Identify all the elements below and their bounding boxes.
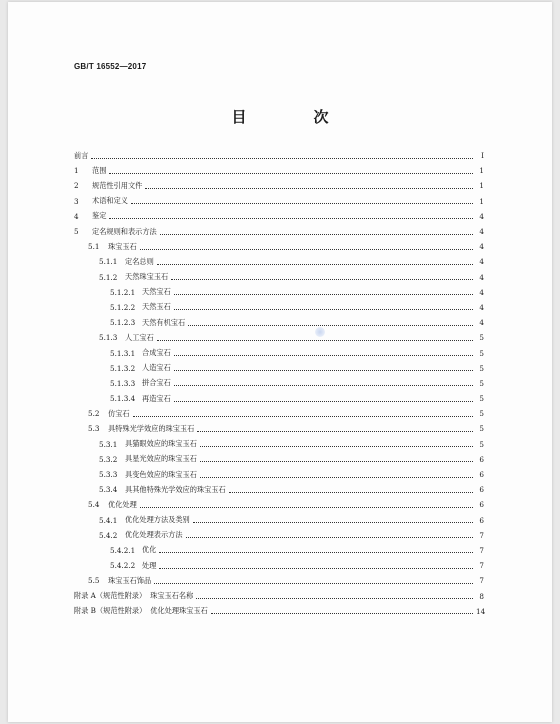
toc-entry-label: 拼合宝石 [142, 378, 171, 388]
toc-entry-page: 7 [479, 561, 484, 571]
toc-entry-page: 6 [479, 500, 484, 510]
toc-entry[interactable] [74, 330, 484, 345]
toc-entry-label: 珠宝玉石 [108, 241, 137, 251]
toc-entry-label: 优化处理 [108, 499, 137, 509]
toc-entry-number: 5.1.1 [99, 257, 118, 267]
toc-entry[interactable] [74, 588, 484, 603]
toc-entry-page: 4 [479, 302, 484, 312]
toc-entry-label: 天然玉石 [142, 302, 171, 312]
toc-entry-page: 4 [479, 211, 484, 221]
toc-leader-dots [174, 369, 473, 371]
toc-leader-dots [157, 263, 473, 265]
toc-entry-label: 优化处理表示方法 [125, 530, 183, 540]
toc-entry-label: 具猫眼效应的珠宝玉石 [125, 439, 197, 449]
toc-entry-label: 具变色效应的珠宝玉石 [125, 469, 197, 479]
toc-entry[interactable] [74, 209, 484, 224]
toc-entry[interactable] [74, 452, 484, 467]
toc-entry[interactable] [74, 391, 484, 406]
toc-leader-dots [160, 233, 473, 235]
toc-entry-page: 4 [479, 227, 484, 237]
toc-entry-number: 5.1.2.1 [110, 287, 136, 297]
toc-leader-dots [193, 521, 473, 523]
toc-leader-dots [133, 415, 473, 417]
toc-entry-number: 5.3.4 [99, 485, 118, 495]
toc-leader-dots [200, 460, 473, 462]
toc-entry-page: 6 [479, 454, 484, 464]
toc-leader-dots [140, 248, 473, 250]
toc-entry-page: 5 [479, 348, 484, 358]
toc-entry[interactable] [74, 421, 484, 436]
toc-entry[interactable] [74, 224, 484, 239]
toc-entry[interactable] [74, 194, 484, 209]
toc-leader-dots [171, 278, 473, 280]
toc-leader-dots [157, 339, 473, 341]
toc-leader-dots [174, 384, 473, 386]
toc-entry-label: 优化处理方法及类别 [125, 515, 190, 525]
toc-entry[interactable] [74, 300, 484, 315]
toc-entry-page: 7 [479, 576, 484, 586]
toc-entry-label: 术语和定义 [92, 196, 128, 206]
toc-leader-dots [197, 430, 473, 432]
toc-entry[interactable] [74, 604, 484, 619]
toc-leader-dots [196, 597, 473, 599]
toc-leader-dots [159, 551, 473, 553]
toc-entry-number: 5.3.2 [99, 454, 118, 464]
toc-entry-page: 4 [479, 272, 484, 282]
toc-entry-number: 5.4 [88, 500, 100, 510]
toc-entry-label: 范围 [92, 165, 107, 175]
toc-entry-page: 6 [479, 485, 484, 495]
toc-entry-number: 附录 A（规范性附录） [74, 591, 147, 601]
toc-entry[interactable] [74, 239, 484, 254]
standard-code: GB/T 16552—2017 [74, 62, 147, 71]
toc-entry[interactable] [74, 497, 484, 512]
toc-entry[interactable] [74, 361, 484, 376]
toc-entry-label: 天然珠宝玉石 [125, 272, 169, 282]
toc-leader-dots [174, 293, 473, 295]
toc-entry-label: 具其他特殊光学效应的珠宝玉石 [125, 484, 226, 494]
toc-entry[interactable] [74, 482, 484, 497]
toc-leader-dots [109, 217, 473, 219]
toc-entry-page: 1 [479, 166, 484, 176]
toc-leader-dots [91, 157, 473, 159]
toc-entry-label: 前言 [74, 150, 89, 160]
toc-entry-number: 附录 B（规范性附录） [74, 606, 147, 616]
toc-entry[interactable] [74, 513, 484, 528]
toc-entry[interactable] [74, 406, 484, 421]
toc-entry-number: 5.3.1 [99, 439, 118, 449]
toc-entry[interactable] [74, 148, 484, 163]
toc-leader-dots [200, 476, 473, 478]
toc-leader-dots [131, 202, 473, 204]
toc-entry[interactable] [74, 345, 484, 360]
toc-entry[interactable] [74, 543, 484, 558]
toc-entry-label: 仿宝石 [108, 408, 130, 418]
toc-entry-page: 5 [479, 394, 484, 404]
toc-entry-number: 5.4.1 [99, 515, 118, 525]
toc-leader-dots [174, 308, 473, 310]
toc-entry[interactable] [74, 315, 484, 330]
document-page [8, 2, 552, 722]
toc-leader-dots [140, 506, 473, 508]
toc-entry-page: 5 [479, 409, 484, 419]
toc-entry-number: 5.2 [88, 409, 100, 419]
toc-entry-number: 5.1.2.2 [110, 302, 136, 312]
toc-leader-dots [174, 400, 473, 402]
toc-leader-dots [211, 612, 473, 614]
toc-leader-dots [200, 445, 473, 447]
toc-entry-page: 4 [479, 318, 484, 328]
toc-entry-number: 5.1.2 [99, 272, 118, 282]
toc-entry-label: 天然有机宝石 [142, 317, 186, 327]
toc-entry-page: 5 [479, 424, 484, 434]
toc-entry-page: 5 [479, 333, 484, 343]
toc-entry-number: 5.1.3 [99, 333, 118, 343]
toc-entry-label: 优化 [142, 545, 157, 555]
toc-entry-number: 5.1 [88, 242, 100, 252]
toc-leader-dots [186, 536, 473, 538]
table-of-contents [74, 148, 484, 619]
toc-entry-page: 7 [479, 545, 484, 555]
toc-leader-dots [159, 567, 473, 569]
toc-entry-number: 5.1.3.4 [110, 394, 136, 404]
toc-entry-page: 14 [476, 606, 486, 616]
toc-entry-label: 处理 [142, 560, 157, 570]
toc-entry-number: 5.1.3.1 [110, 348, 136, 358]
toc-entry-label: 合成宝石 [142, 348, 171, 358]
toc-entry-page: 7 [479, 530, 484, 540]
toc-entry-label: 人造宝石 [142, 363, 171, 373]
toc-entry[interactable] [74, 376, 484, 391]
toc-leader-dots [109, 172, 473, 174]
toc-entry-label: 鉴定 [92, 211, 107, 221]
toc-entry[interactable] [74, 270, 484, 285]
toc-entry-number: 5.3 [88, 424, 100, 434]
toc-entry-label: 天然宝石 [142, 287, 171, 297]
toc-entry-label: 定名规则和表示方法 [92, 226, 157, 236]
toc-entry-label: 具特殊光学效应的珠宝玉石 [108, 423, 195, 433]
toc-entry-page: 1 [479, 181, 484, 191]
toc-entry-number: 5.4.2 [99, 530, 118, 540]
toc-leader-dots [188, 324, 473, 326]
toc-entry[interactable] [74, 437, 484, 452]
toc-entry-label: 人工宝石 [125, 332, 154, 342]
toc-entry-number: 5.4.2.2 [110, 561, 136, 571]
toc-entry-page: 6 [479, 515, 484, 525]
toc-entry-label: 珠宝玉石名称 [150, 591, 194, 601]
toc-leader-dots [174, 354, 473, 356]
toc-entry-page: 1 [479, 196, 484, 206]
toc-entry[interactable] [74, 573, 484, 588]
toc-entry-number: 5.3.3 [99, 470, 118, 480]
toc-entry[interactable] [74, 163, 484, 178]
toc-entry[interactable] [74, 528, 484, 543]
toc-entry-label: 再造宝石 [142, 393, 171, 403]
toc-entry-number: 3 [74, 196, 79, 206]
toc-entry-page: 5 [479, 378, 484, 388]
toc-entry[interactable] [74, 254, 484, 269]
toc-entry[interactable] [74, 285, 484, 300]
toc-entry-number: 1 [74, 166, 79, 176]
toc-entry-number: 5.4.2.1 [110, 545, 136, 555]
toc-entry-page: 5 [479, 363, 484, 373]
toc-entry-page: 4 [479, 242, 484, 252]
toc-entry-page: Ⅰ [481, 151, 484, 161]
toc-entry-number: 5.1.2.3 [110, 318, 136, 328]
toc-entry-number: 5 [74, 227, 79, 237]
toc-entry-label: 规范性引用文件 [92, 180, 143, 190]
page-title: 目 次 [231, 108, 355, 126]
toc-entry-page: 5 [479, 439, 484, 449]
toc-entry-number: 2 [74, 181, 79, 191]
toc-entry-label: 定名总则 [125, 256, 154, 266]
toc-leader-dots [145, 187, 473, 189]
toc-entry-page: 6 [479, 470, 484, 480]
toc-entry-number: 5.5 [88, 576, 100, 586]
toc-entry-label: 具星光效应的珠宝玉石 [125, 454, 197, 464]
toc-leader-dots [229, 491, 473, 493]
toc-entry[interactable] [74, 467, 484, 482]
toc-entry-label: 优化处理珠宝玉石 [150, 606, 208, 616]
toc-entry-number: 5.1.3.2 [110, 363, 136, 373]
toc-entry-number: 5.1.3.3 [110, 378, 136, 388]
toc-entry-label: 珠宝玉石饰品 [108, 575, 152, 585]
toc-leader-dots [154, 582, 473, 584]
toc-entry-page: 4 [479, 287, 484, 297]
toc-entry[interactable] [74, 178, 484, 193]
toc-entry-page: 8 [479, 591, 484, 601]
toc-entry-number: 4 [74, 211, 79, 221]
toc-entry[interactable] [74, 558, 484, 573]
toc-entry-page: 4 [479, 257, 484, 267]
